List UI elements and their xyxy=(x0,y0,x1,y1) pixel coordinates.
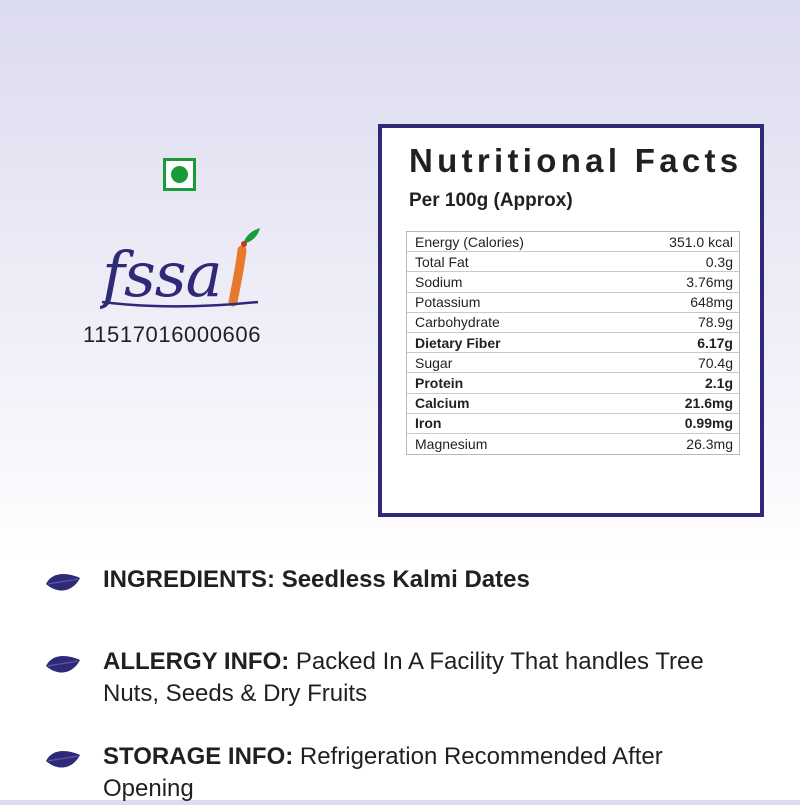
nutrient-name: Sodium xyxy=(415,273,463,290)
allergy-text xyxy=(103,646,743,710)
leaf-icon xyxy=(44,749,82,771)
nutrient-name: Energy (Calories) xyxy=(415,233,524,250)
nutrient-value: 21.6mg xyxy=(684,395,733,412)
nutrition-row xyxy=(407,252,739,272)
veg-symbol-icon xyxy=(163,158,196,191)
nutrient-value: 0.99mg xyxy=(684,415,733,432)
fssai-license-number: 11517016000606 xyxy=(83,322,262,347)
ingredients-label: INGREDIENTS: xyxy=(103,566,276,593)
nutrient-value: 26.3mg xyxy=(686,435,733,452)
nutrition-row xyxy=(407,293,739,313)
allergy-value: Packed In A Facility That handles Tree Nuts, Seeds & Dry Fruits xyxy=(103,648,704,707)
nutrition-row xyxy=(407,394,739,414)
nutrition-row xyxy=(407,333,739,353)
nutrient-value: 0.3g xyxy=(705,253,733,270)
nutrition-table xyxy=(406,231,740,455)
nutrition-row xyxy=(407,272,739,292)
nutrient-value: 6.17g xyxy=(697,334,733,351)
nutrient-name: Sugar xyxy=(415,354,453,371)
nutrition-facts-panel xyxy=(378,124,764,517)
nutrient-value: 648mg xyxy=(690,294,733,311)
nutrient-name: Magnesium xyxy=(415,435,488,452)
leaf-icon xyxy=(44,654,82,676)
storage-text xyxy=(103,741,753,805)
nutrient-name: Calcium xyxy=(415,395,470,412)
nutrient-value: 2.1g xyxy=(704,374,733,391)
svg-text:fssa: fssa xyxy=(102,238,222,311)
nutrient-name: Potassium xyxy=(415,294,481,311)
nutrient-name: Protein xyxy=(415,374,464,391)
nutrition-subtitle: Per 100g (Approx) xyxy=(409,190,573,211)
allergy-label: ALLERGY INFO: xyxy=(103,648,290,675)
nutrition-row xyxy=(407,353,739,373)
ingredients-value: Seedless Kalmi Dates xyxy=(281,566,530,593)
nutrient-value: 70.4g xyxy=(697,354,733,371)
nutrient-value: 351.0 kcal xyxy=(669,233,733,250)
nutrient-name: Carbohydrate xyxy=(415,314,500,331)
nutrition-row xyxy=(407,434,739,454)
nutrient-value: 3.76mg xyxy=(686,273,733,290)
nutrition-row xyxy=(407,232,739,252)
nutrition-title: Nutritional Facts xyxy=(409,142,743,179)
veg-dot xyxy=(171,166,188,183)
storage-label: STORAGE INFO: xyxy=(103,743,294,770)
leaf-icon xyxy=(44,572,82,594)
fssai-logo xyxy=(100,228,265,313)
nutrient-name: Iron xyxy=(415,415,442,432)
nutrition-row xyxy=(407,313,739,333)
nutrition-row xyxy=(407,373,739,393)
nutrient-value: 78.9g xyxy=(697,314,733,331)
ingredients-text xyxy=(103,564,753,596)
nutrition-row xyxy=(407,414,739,434)
nutrient-name: Total Fat xyxy=(415,253,469,270)
nutrient-name: Dietary Fiber xyxy=(415,334,501,351)
storage-value: Refrigeration Recommended After Opening xyxy=(103,743,663,802)
